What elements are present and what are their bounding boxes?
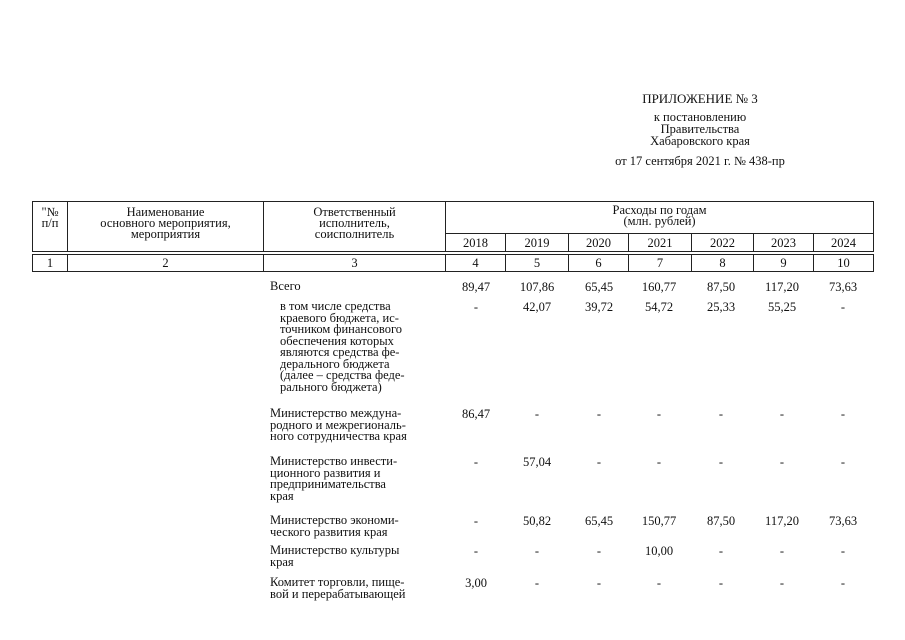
- column-number: 8: [692, 255, 754, 272]
- row-value: -: [473, 455, 479, 469]
- header-col-number: [33, 202, 68, 252]
- column-number: 5: [506, 255, 569, 272]
- row-value: -: [596, 407, 602, 421]
- column-number: 7: [629, 255, 692, 272]
- column-number: 9: [754, 255, 814, 272]
- header-line: исполнитель,: [319, 216, 390, 230]
- header-col-name: [68, 202, 264, 252]
- annex-sub-line: Хабаровского края: [650, 134, 750, 148]
- row-value: 54,72: [644, 300, 674, 314]
- row-value: 117,20: [765, 280, 799, 294]
- row-value: -: [656, 407, 662, 421]
- row-value: 65,45: [584, 514, 614, 528]
- header-line: основного мероприятия,: [100, 216, 231, 230]
- row-label-line: Всего: [270, 279, 301, 293]
- row-value: 160,77: [641, 280, 677, 294]
- row-label-line: обеспечения которых: [280, 333, 394, 348]
- annex-sub-line: Правительства: [660, 122, 740, 136]
- row-label: [270, 545, 450, 568]
- row-label-line: рального бюджета): [280, 379, 382, 394]
- row-label: [270, 408, 450, 443]
- row-label-line: вой и перерабатывающей: [270, 586, 406, 601]
- annex-title: ПРИЛОЖЕНИЕ № 3: [642, 91, 758, 106]
- year-cell: 2021: [629, 234, 692, 252]
- row-value: -: [534, 407, 540, 421]
- row-value: 117,20: [765, 514, 799, 528]
- row-value: -: [596, 544, 602, 558]
- row-label-line: Министерство инвести-: [270, 454, 398, 468]
- year-cell: 2024: [814, 234, 874, 252]
- row-label-line: являются средства фе-: [280, 345, 400, 359]
- row-value: 73,63: [828, 514, 858, 528]
- row-value: 57,04: [522, 455, 552, 469]
- row-value: 87,50: [706, 280, 736, 294]
- annex-subtitle: [580, 111, 820, 147]
- row-value: 10,00: [644, 544, 674, 558]
- row-label-line: краевого бюджета, ис-: [280, 310, 399, 325]
- row-label: [270, 515, 450, 538]
- header-col-responsible: [264, 202, 446, 252]
- row-value: -: [779, 576, 785, 590]
- row-label: [270, 456, 450, 502]
- row-value: -: [534, 544, 540, 558]
- column-number: 3: [264, 255, 446, 272]
- row-value: -: [779, 407, 785, 421]
- row-value: -: [718, 407, 724, 421]
- row-label-line: Комитет торговли, пище-: [270, 575, 405, 589]
- row-label-line: края: [270, 488, 294, 503]
- column-number: 6: [569, 255, 629, 272]
- row-value: -: [718, 576, 724, 590]
- row-value: -: [473, 300, 479, 314]
- row-value: 87,50: [706, 514, 736, 528]
- row-value: 55,25: [767, 300, 797, 314]
- column-number: 4: [446, 255, 506, 272]
- annex-date: от 17 сентября 2021 г. № 438-пр: [615, 154, 785, 168]
- year-cell: 2019: [506, 234, 569, 252]
- year-cell: 2023: [754, 234, 814, 252]
- row-value: -: [840, 455, 846, 469]
- row-value: 107,86: [519, 280, 555, 294]
- row-label: [270, 577, 450, 600]
- row-label-line: края: [270, 554, 294, 569]
- header-line: "№: [41, 205, 59, 219]
- row-value: -: [718, 455, 724, 469]
- row-value: -: [596, 576, 602, 590]
- row-label-line: Министерство культуры: [270, 543, 400, 557]
- row-value: 89,47: [461, 280, 491, 294]
- row-value: -: [840, 407, 846, 421]
- header-col-expenses: [446, 202, 874, 234]
- row-label-line: (далее – средства феде-: [280, 368, 405, 382]
- row-value: -: [779, 544, 785, 558]
- header-line: мероприятия: [130, 227, 201, 241]
- row-label-line: ного сотрудничества края: [270, 429, 407, 443]
- row-value: -: [840, 300, 846, 314]
- header-line: соисполнитель: [314, 227, 395, 241]
- row-value: 42,07: [522, 300, 552, 314]
- row-value: 73,63: [828, 280, 858, 294]
- row-value: 25,33: [706, 300, 736, 314]
- row-label-line: Министерство междуна-: [270, 406, 402, 420]
- row-label-line: родного и межрегиональ-: [270, 417, 406, 432]
- row-label-line: дерального бюджета: [280, 356, 390, 371]
- row-label-line: точником финансового: [280, 322, 403, 336]
- expenses-table-header: [32, 201, 874, 272]
- row-value: -: [656, 576, 662, 590]
- row-label-line: ческого развития края: [270, 524, 388, 539]
- header-line: (млн. рублей): [623, 214, 696, 228]
- row-value: 65,45: [584, 280, 614, 294]
- row-label: [280, 301, 460, 393]
- row-value: 86,47: [461, 407, 491, 421]
- row-value: -: [779, 455, 785, 469]
- row-label: [270, 281, 450, 293]
- row-value: -: [718, 544, 724, 558]
- annex-sub-line: к постановлению: [653, 110, 747, 124]
- header-line: Наименование: [126, 205, 205, 219]
- row-value: 150,77: [641, 514, 677, 528]
- row-value: 3,00: [465, 576, 487, 590]
- column-number: 10: [814, 255, 874, 272]
- column-number: 2: [68, 255, 264, 272]
- year-cell: 2020: [569, 234, 629, 252]
- header-line: Расходы по годам: [612, 203, 707, 217]
- year-cell: 2022: [692, 234, 754, 252]
- column-number: 1: [33, 255, 68, 272]
- header-line: Ответственный: [313, 205, 396, 219]
- row-value: -: [473, 544, 479, 558]
- row-label-line: Министерство экономи-: [270, 513, 399, 527]
- row-value: -: [473, 514, 479, 528]
- row-label-line: предпринимательства: [270, 477, 386, 491]
- row-value: -: [840, 576, 846, 590]
- row-value: -: [840, 544, 846, 558]
- row-value: -: [656, 455, 662, 469]
- row-value: -: [596, 455, 602, 469]
- year-cell: 2018: [446, 234, 506, 252]
- row-label-line: ционного развития и: [270, 465, 381, 480]
- row-value: 50,82: [522, 514, 552, 528]
- row-value: -: [534, 576, 540, 590]
- header-line: п/п: [41, 216, 59, 230]
- row-label-line: в том числе средства: [280, 299, 391, 313]
- row-value: 39,72: [584, 300, 614, 314]
